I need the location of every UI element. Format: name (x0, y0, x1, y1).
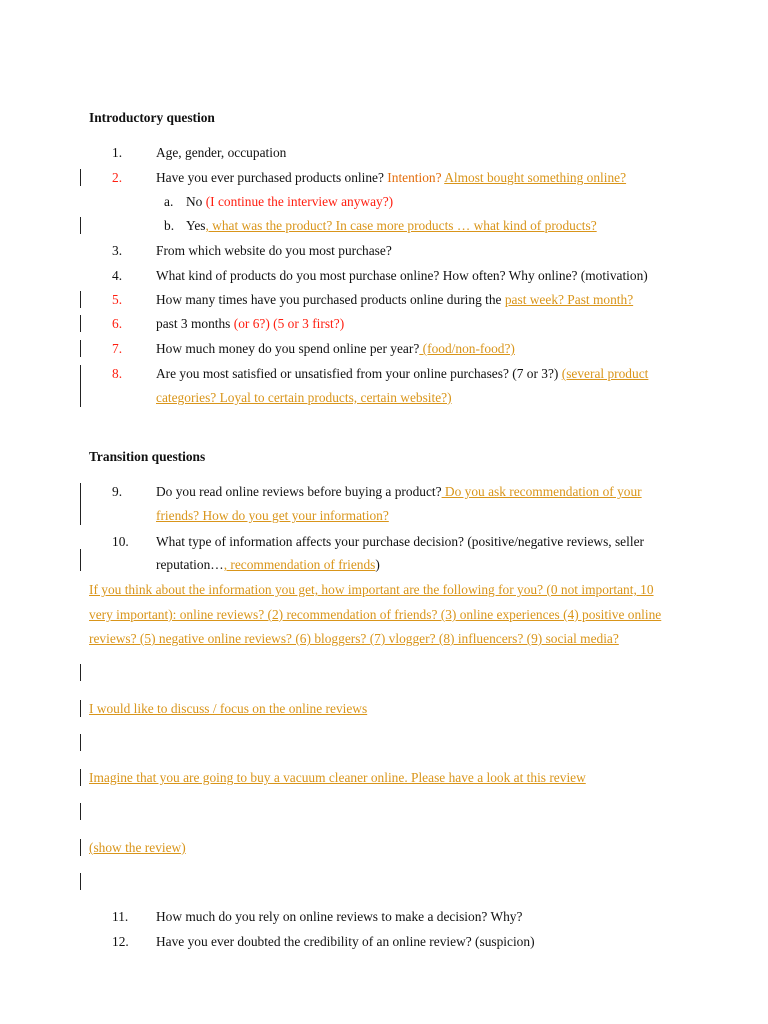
question-10: What type of information affects your purchase decision? (positive/negative reviews, seller (156, 534, 644, 549)
question-9 (156, 483, 642, 501)
tracked-insertion: , recommendation of friends (223, 557, 376, 572)
change-bar (80, 483, 81, 525)
question-11: How much do you rely on online reviews to make a decision? Why? (156, 909, 523, 924)
paragraph-importance-1: If you think about the information you get, how important are the following for you? (0 not important, 10 (89, 582, 654, 597)
question-text: Are you most satisfied or unsatisfied from your online purchases? (7 or 3?) (156, 366, 559, 381)
list-number: 2. (112, 170, 123, 185)
change-bar (80, 169, 81, 186)
paragraph-importance-3: reviews? (5) negative online reviews? (6) bloggers? (7) vlogger? (8) influencers? (9) social media? (89, 631, 619, 646)
list-number: 9. (112, 484, 123, 499)
question-text: ) (375, 557, 380, 572)
question-9-continued (156, 507, 389, 525)
question-6 (156, 315, 344, 333)
question-5 (156, 291, 633, 309)
change-bar (80, 365, 81, 407)
question-text: reputation… (156, 557, 224, 572)
question-text: No (186, 194, 203, 209)
change-bar (80, 549, 81, 571)
comment-text: (or 6?) (5 or 3 first?) (230, 316, 345, 331)
section-heading-transition: Transition questions (89, 449, 206, 464)
change-bar (80, 340, 81, 357)
list-letter: a. (164, 194, 174, 209)
question-text: Do you read online reviews before buying a product? (156, 484, 442, 499)
question-4: What kind of products do you most purchase online? How often? Why online? (motivation) (156, 268, 648, 283)
tracked-insertion: , what was the product? In case more products … what kind of products? (205, 218, 597, 233)
change-bar (80, 769, 81, 786)
question-8-continued (156, 389, 452, 407)
list-number: 8. (112, 366, 123, 381)
tracked-insertion: categories? Loyal to certain products, certain website?) (156, 390, 452, 405)
list-number: 12. (112, 934, 129, 949)
tracked-insertion: (several product (561, 366, 649, 381)
question-text: Yes (186, 218, 206, 233)
question-text: How many times have you purchased products online during the (156, 292, 502, 307)
change-bar (80, 734, 81, 751)
list-number: 11. (112, 909, 129, 924)
question-text: past 3 months (156, 316, 231, 331)
section-heading-introductory: Introductory question (89, 110, 215, 125)
change-bar (80, 217, 81, 234)
question-3: From which website do you most purchase? (156, 243, 392, 258)
list-number: 1. (112, 145, 123, 160)
paragraph-importance-2: very important): online reviews? (2) recommendation of friends? (3) online experiences (4) positive online (89, 607, 662, 622)
question-2a (186, 193, 393, 211)
change-bar (80, 839, 81, 856)
question-2 (156, 169, 626, 187)
list-letter: b. (164, 218, 175, 233)
change-bar (80, 803, 81, 820)
list-number: 4. (112, 268, 123, 283)
tracked-insertion: Almost bought something online? (444, 170, 627, 185)
question-8 (156, 365, 648, 383)
tracked-insertion: friends? How do you get your information? (156, 508, 389, 523)
change-bar (80, 700, 81, 717)
comment-text: Intention? (383, 170, 442, 185)
question-text: Have you ever purchased products online? (156, 170, 384, 185)
list-number: 3. (112, 243, 123, 258)
list-number: 7. (112, 341, 123, 356)
question-1: Age, gender, occupation (156, 145, 287, 160)
question-7 (156, 340, 515, 358)
change-bar (80, 873, 81, 890)
tracked-insertion: Do you ask recommendation of your (441, 484, 642, 499)
question-2b (186, 217, 597, 235)
change-bar (80, 664, 81, 681)
question-10-continued (156, 556, 380, 574)
list-number: 5. (112, 292, 123, 307)
tracked-insertion: past week? Past month? (504, 292, 634, 307)
paragraph-show-review: (show the review) (89, 840, 186, 855)
list-number: 10. (112, 534, 129, 549)
question-text: How much money do you spend online per year? (156, 341, 420, 356)
change-bar (80, 315, 81, 332)
list-number: 6. (112, 316, 123, 331)
tracked-insertion: (food/non-food?) (419, 341, 515, 356)
comment-text: (I continue the interview anyway?) (202, 194, 394, 209)
change-bar (80, 291, 81, 308)
paragraph-vacuum-cleaner: Imagine that you are going to buy a vacuum cleaner online. Please have a look at this review (89, 770, 586, 785)
paragraph-online-reviews: I would like to discuss / focus on the online reviews (89, 701, 368, 716)
question-12: Have you ever doubted the credibility of an online review? (suspicion) (156, 934, 535, 949)
